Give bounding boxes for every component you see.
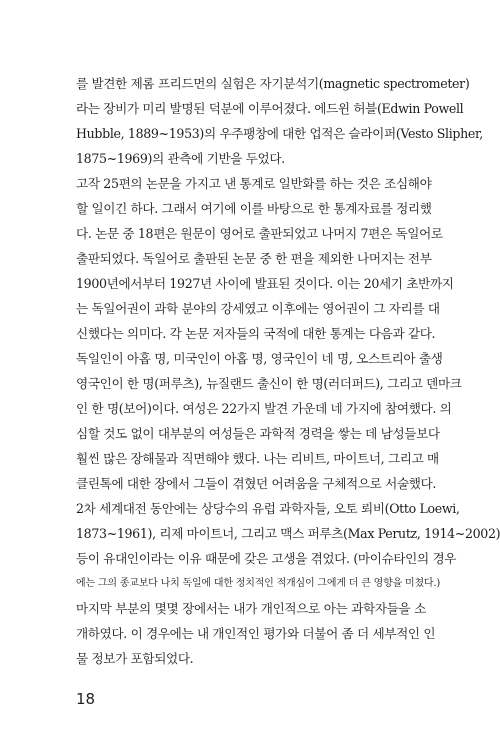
- text-line: 마지막 부분의 몇몇 장에서는 내가 개인적으로 아는 과학자들을 소: [76, 601, 426, 616]
- text-line: 영국인이 한 명(퍼루츠), 뉴질랜드 출신이 한 명(러더퍼드), 그리고 덴마크: [76, 376, 462, 391]
- body-text: [76, 71, 500, 671]
- text-line: 1900년에서부터 1927년 사이에 발표된 것이다. 이는 20세기 초반까지: [76, 276, 454, 291]
- text-line: 1873~1961), 리제 마이트너, 그리고 맥스 퍼루츠(Max Perutz, 1914~2002): [76, 526, 500, 541]
- text-line: 다. 논문 중 18편은 원문이 영어로 출판되었고 나머지 7편은 독일어로: [76, 226, 443, 241]
- text-line: 개하였다. 이 경우에는 내 개인적인 평가와 더불어 좀 더 세부적인 인: [76, 626, 436, 641]
- text-line: 심할 것도 없이 대부분의 여성들은 과학적 경력을 쌓는 데 남성들보다: [76, 426, 440, 441]
- text-line: 훨씬 많은 장해물과 직면해야 했다. 나는 리비트, 마이트너, 그리고 매: [76, 451, 439, 466]
- text-line: 클린톡에 대한 장에서 그들이 겪혔던 어려움을 구체적으로 서술했다.: [76, 476, 437, 491]
- page-number: 18: [76, 690, 96, 708]
- text-line: 고작 25편의 논문을 가지고 낸 통계로 일반화를 하는 것은 조심해야: [76, 176, 432, 191]
- text-line: 인 한 명(보어)이다. 여성은 22가지 발견 가운데 네 가지에 참여했다. 의: [76, 401, 452, 416]
- text-line: 물 정보가 포함되었다.: [76, 651, 194, 666]
- text-line: Hubble, 1889~1953)의 우주팽창에 대한 업적은 슬라이퍼(Vesto Slipher,: [76, 126, 483, 141]
- text-line: 출판되었다. 독일어로 출판된 논문 중 한 편을 제외한 나머지는 전부: [76, 251, 432, 266]
- text-line: 에는 그의 종교보다 나치 독일에 대한 정치적인 적개심이 그에게 더 큰 영향을 미쳤다.): [76, 578, 441, 589]
- text-line: 2차 세계대전 동안에는 상당수의 유럽 과학자들, 오토 뢰비(Otto Loewi,: [76, 501, 460, 516]
- text-line: 할 일이긴 하다. 그래서 여기에 이를 바탕으로 한 통계자료를 정리했: [76, 201, 432, 216]
- text-line: 1875~1969)의 관측에 기반을 두었다.: [76, 151, 285, 166]
- text-line: 를 발견한 제롬 프리드먼의 실험은 자기분석기(magnetic spectrometer): [76, 76, 470, 91]
- text-line: 라는 장비가 미리 발명된 덕분에 이루어졌다. 에드윈 허블(Edwin Powell: [76, 101, 464, 116]
- text-line: 는 독일어권이 과학 분야의 강세였고 이후에는 영어권이 그 자리를 대: [76, 301, 440, 316]
- text-line: 신했다는 의미다. 각 논문 저자들의 국적에 대한 통계는 다음과 같다.: [76, 326, 436, 341]
- text-line: 등이 유대인이라는 이유 때문에 갖은 고생을 겪었다. (마이슈타인의 경우: [76, 551, 457, 566]
- text-line: 독일인이 아홉 명, 미국인이 아홉 명, 영국인이 네 명, 오스트리아 출생: [76, 351, 443, 366]
